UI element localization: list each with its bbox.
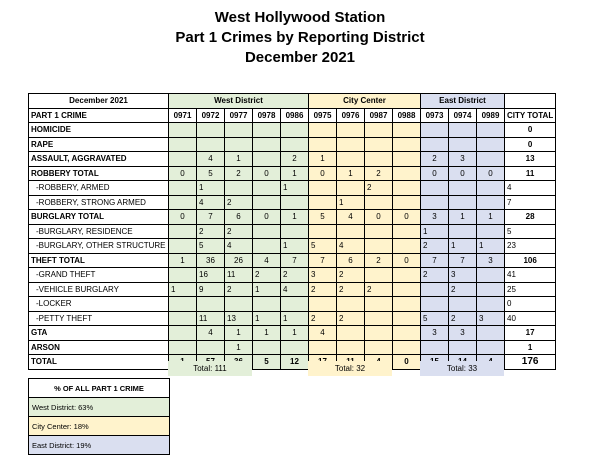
table-cell: 0 — [169, 166, 197, 181]
table-cell — [421, 123, 449, 138]
table-cell — [477, 224, 505, 239]
table-cell — [421, 297, 449, 312]
city-total-cell: 28 — [505, 210, 556, 225]
table-cell — [337, 123, 365, 138]
table-cell — [337, 224, 365, 239]
table-cell — [281, 340, 309, 355]
table-cell — [477, 340, 505, 355]
crime-label: -PETTY THEFT — [29, 311, 169, 326]
table-cell — [309, 195, 337, 210]
table-cell: 2 — [281, 152, 309, 167]
table-cell: 1 — [169, 282, 197, 297]
table-cell — [309, 297, 337, 312]
table-cell — [309, 181, 337, 196]
table-cell: 1 — [169, 253, 197, 268]
table-cell: 1 — [477, 210, 505, 225]
table-cell: 1 — [281, 239, 309, 254]
part1-crime-header: PART 1 CRIME — [29, 108, 169, 123]
table-cell — [393, 268, 421, 283]
district-header: 0972 — [197, 108, 225, 123]
district-header: 0974 — [449, 108, 477, 123]
district-header-row — [29, 108, 556, 123]
city-total-cell: 7 — [505, 195, 556, 210]
district-header: 0977 — [225, 108, 253, 123]
table-cell: 2 — [281, 268, 309, 283]
table-cell — [169, 181, 197, 196]
table-cell — [169, 268, 197, 283]
city-total-cell: 40 — [505, 311, 556, 326]
percent-center: City Center: 18% — [29, 417, 170, 436]
table-cell: 1 — [337, 195, 365, 210]
crime-label: TOTAL — [29, 355, 169, 370]
table-cell: 2 — [421, 152, 449, 167]
table-cell: 16 — [197, 268, 225, 283]
table-cell: 11 — [197, 311, 225, 326]
table-cell — [197, 340, 225, 355]
table-cell: 5 — [253, 355, 281, 370]
table-cell — [477, 152, 505, 167]
city-total-cell: 41 — [505, 268, 556, 283]
table-cell — [365, 137, 393, 152]
table-cell: 0 — [393, 210, 421, 225]
city-total-cell: 0 — [505, 123, 556, 138]
table-cell — [225, 181, 253, 196]
table-cell: 3 — [309, 268, 337, 283]
table-cell — [393, 152, 421, 167]
table-cell: 3 — [449, 152, 477, 167]
table-cell: 1 — [197, 181, 225, 196]
table-cell: 1 — [337, 166, 365, 181]
table-cell — [365, 311, 393, 326]
city-total-cell: 1 — [505, 340, 556, 355]
table-cell: 1 — [421, 224, 449, 239]
table-cell — [393, 239, 421, 254]
table-cell — [169, 311, 197, 326]
city-total-header: CITY TOTAL — [505, 108, 556, 123]
district-header: 0978 — [253, 108, 281, 123]
table-cell: 1 — [253, 311, 281, 326]
table-cell: 0 — [253, 166, 281, 181]
district-header: 0976 — [337, 108, 365, 123]
table-cell: 1 — [281, 166, 309, 181]
crime-label: ASSAULT, AGGRAVATED — [29, 152, 169, 167]
table-cell — [365, 224, 393, 239]
table-cell — [393, 326, 421, 341]
city-total-cell: 17 — [505, 326, 556, 341]
crime-label: -LOCKER — [29, 297, 169, 312]
table-cell — [309, 137, 337, 152]
table-cell: 0 — [421, 166, 449, 181]
crime-label: RAPE — [29, 137, 169, 152]
table-cell — [197, 123, 225, 138]
table-cell — [393, 195, 421, 210]
table-cell — [281, 297, 309, 312]
table-row — [29, 326, 556, 341]
table-cell — [281, 137, 309, 152]
table-row — [29, 282, 556, 297]
table-cell: 0 — [477, 166, 505, 181]
table-cell — [365, 326, 393, 341]
city-total-cell: 13 — [505, 152, 556, 167]
table-cell: 2 — [225, 282, 253, 297]
table-cell: 1 — [477, 239, 505, 254]
table-cell: 6 — [337, 253, 365, 268]
table-cell: 1 — [225, 340, 253, 355]
table-cell — [309, 123, 337, 138]
table-cell — [169, 340, 197, 355]
table-cell: 2 — [337, 268, 365, 283]
table-cell — [197, 137, 225, 152]
table-row — [29, 253, 556, 268]
table-cell — [365, 152, 393, 167]
table-cell — [253, 123, 281, 138]
table-cell — [169, 239, 197, 254]
table-cell: 4 — [197, 152, 225, 167]
table-cell — [365, 297, 393, 312]
percent-east: East District: 19% — [29, 436, 170, 455]
table-cell — [337, 297, 365, 312]
crime-label: ARSON — [29, 340, 169, 355]
table-cell — [281, 195, 309, 210]
table-cell — [337, 181, 365, 196]
table-cell — [449, 224, 477, 239]
table-cell: 1 — [281, 311, 309, 326]
table-cell: 0 — [169, 210, 197, 225]
table-cell: 4 — [337, 210, 365, 225]
table-cell — [449, 137, 477, 152]
table-cell — [197, 297, 225, 312]
table-cell: 2 — [337, 311, 365, 326]
title-line-2: Part 1 Crimes by Reporting District — [175, 29, 425, 46]
table-cell: 1 — [309, 152, 337, 167]
table-cell — [393, 224, 421, 239]
city-total-cell: 5 — [505, 224, 556, 239]
district-header: 0989 — [477, 108, 505, 123]
table-cell: 5 — [197, 239, 225, 254]
table-cell — [365, 340, 393, 355]
table-cell — [337, 340, 365, 355]
city-total-cell: 4 — [505, 181, 556, 196]
crime-label: THEFT TOTAL — [29, 253, 169, 268]
table-cell: 1 — [225, 152, 253, 167]
percent-table — [28, 378, 170, 455]
table-cell — [225, 297, 253, 312]
table-cell — [281, 224, 309, 239]
city-total-cell: 11 — [505, 166, 556, 181]
table-cell — [169, 137, 197, 152]
table-row — [29, 340, 556, 355]
group-east: East District — [421, 94, 505, 109]
table-cell: 0 — [393, 355, 421, 370]
table-cell — [477, 123, 505, 138]
table-row — [29, 224, 556, 239]
table-cell: 3 — [477, 253, 505, 268]
title-line-3: December 2021 — [244, 49, 356, 66]
table-cell — [393, 297, 421, 312]
table-cell — [337, 152, 365, 167]
table-cell: 12 — [281, 355, 309, 370]
table-cell: 0 — [449, 166, 477, 181]
table-cell: 1 — [253, 282, 281, 297]
table-cell — [169, 123, 197, 138]
crime-label: -BURGLARY, OTHER STRUCTURE — [29, 239, 169, 254]
table-cell: 4 — [225, 239, 253, 254]
table-cell: 26 — [225, 253, 253, 268]
table-cell: 3 — [449, 326, 477, 341]
table-cell: 2 — [365, 166, 393, 181]
table-cell — [225, 137, 253, 152]
table-cell — [253, 239, 281, 254]
table-cell — [253, 181, 281, 196]
table-cell: 3 — [449, 268, 477, 283]
table-cell: 2 — [225, 195, 253, 210]
table-cell: 0 — [365, 210, 393, 225]
title-line-1: West Hollywood Station — [214, 9, 386, 26]
table-cell — [169, 297, 197, 312]
table-cell: 2 — [225, 224, 253, 239]
center-total-box: Total: 32 — [308, 361, 392, 376]
table-cell: 7 — [421, 253, 449, 268]
table-cell: 5 — [421, 311, 449, 326]
table-row — [29, 239, 556, 254]
table-cell — [365, 195, 393, 210]
table-cell — [477, 268, 505, 283]
table-cell: 4 — [281, 282, 309, 297]
crimes-table — [28, 93, 556, 370]
table-row — [29, 268, 556, 283]
table-cell: 2 — [309, 311, 337, 326]
district-header: 0986 — [281, 108, 309, 123]
crime-label: BURGLARY TOTAL — [29, 210, 169, 225]
table-cell — [393, 123, 421, 138]
table-cell — [421, 137, 449, 152]
table-cell — [449, 195, 477, 210]
crime-label: -ROBBERY, ARMED — [29, 181, 169, 196]
crime-label: HOMICIDE — [29, 123, 169, 138]
district-header: 0988 — [393, 108, 421, 123]
table-cell: 2 — [449, 311, 477, 326]
table-cell — [421, 340, 449, 355]
table-cell — [365, 268, 393, 283]
table-row — [29, 137, 556, 152]
city-total-cell: 0 — [505, 137, 556, 152]
blank-header — [505, 94, 556, 109]
table-cell — [253, 340, 281, 355]
table-cell: 4 — [253, 253, 281, 268]
table-row — [29, 166, 556, 181]
table-row — [29, 123, 556, 138]
table-cell: 4 — [197, 326, 225, 341]
table-cell: 2 — [337, 282, 365, 297]
district-header: 0975 — [309, 108, 337, 123]
district-header: 0987 — [365, 108, 393, 123]
city-total-cell: 0 — [505, 297, 556, 312]
city-total-cell: 23 — [505, 239, 556, 254]
table-cell: 1 — [449, 210, 477, 225]
table-cell — [393, 181, 421, 196]
table-cell — [393, 166, 421, 181]
table-cell: 7 — [197, 210, 225, 225]
table-cell: 2 — [253, 268, 281, 283]
table-cell — [337, 326, 365, 341]
table-cell: 9 — [197, 282, 225, 297]
crime-label: GTA — [29, 326, 169, 341]
city-total-cell: 106 — [505, 253, 556, 268]
table-cell: 0 — [253, 210, 281, 225]
table-row — [29, 195, 556, 210]
crime-label: -GRAND THEFT — [29, 268, 169, 283]
table-cell — [253, 137, 281, 152]
month-header: December 2021 — [29, 94, 169, 109]
group-center: City Center — [309, 94, 421, 109]
table-cell: 2 — [365, 181, 393, 196]
table-cell: 6 — [225, 210, 253, 225]
table-cell — [421, 181, 449, 196]
table-cell: 2 — [225, 166, 253, 181]
table-cell: 7 — [309, 253, 337, 268]
table-cell: 5 — [309, 210, 337, 225]
table-cell: 4 — [309, 326, 337, 341]
crime-label: ROBBERY TOTAL — [29, 166, 169, 181]
table-cell: 2 — [365, 253, 393, 268]
table-cell: 3 — [421, 210, 449, 225]
table-row — [29, 181, 556, 196]
table-cell: 36 — [197, 253, 225, 268]
table-cell — [225, 123, 253, 138]
table-cell — [365, 123, 393, 138]
city-total-cell: 25 — [505, 282, 556, 297]
table-cell: 7 — [449, 253, 477, 268]
table-cell: 0 — [309, 166, 337, 181]
table-cell: 2 — [421, 239, 449, 254]
table-cell — [253, 224, 281, 239]
table-cell — [477, 137, 505, 152]
district-header: 0971 — [169, 108, 197, 123]
table-cell — [337, 137, 365, 152]
table-cell: 5 — [197, 166, 225, 181]
table-cell — [477, 297, 505, 312]
table-cell: 1 — [281, 326, 309, 341]
table-cell — [169, 195, 197, 210]
table-cell — [169, 152, 197, 167]
table-cell — [449, 181, 477, 196]
table-cell — [253, 195, 281, 210]
crime-label: -BURGLARY, RESIDENCE — [29, 224, 169, 239]
table-cell — [393, 137, 421, 152]
table-cell: 1 — [253, 326, 281, 341]
percent-header: % OF ALL PART 1 CRIME — [29, 379, 170, 398]
table-cell — [477, 326, 505, 341]
table-cell — [477, 181, 505, 196]
table-cell — [393, 340, 421, 355]
table-cell: 2 — [421, 268, 449, 283]
table-cell — [393, 282, 421, 297]
district-header: 0973 — [421, 108, 449, 123]
table-cell: 2 — [365, 282, 393, 297]
table-cell: 2 — [309, 282, 337, 297]
table-cell — [393, 311, 421, 326]
table-cell — [449, 297, 477, 312]
table-cell — [477, 282, 505, 297]
table-cell: 1 — [449, 239, 477, 254]
table-cell — [309, 340, 337, 355]
table-cell: 4 — [197, 195, 225, 210]
percent-west: West District: 63% — [29, 398, 170, 417]
table-cell — [449, 340, 477, 355]
table-cell — [421, 282, 449, 297]
west-total-box: Total: 111 — [168, 361, 252, 376]
table-cell — [449, 123, 477, 138]
table-cell: 5 — [309, 239, 337, 254]
group-west: West District — [169, 94, 309, 109]
table-cell: 1 — [225, 326, 253, 341]
table-row — [29, 311, 556, 326]
table-cell: 3 — [477, 311, 505, 326]
table-cell — [309, 224, 337, 239]
table-cell — [365, 239, 393, 254]
table-cell — [169, 224, 197, 239]
table-row — [29, 152, 556, 167]
table-cell: 2 — [197, 224, 225, 239]
city-total-cell: 176 — [505, 355, 556, 370]
table-cell: 3 — [421, 326, 449, 341]
table-cell: 11 — [225, 268, 253, 283]
table-cell: 1 — [281, 181, 309, 196]
crime-label: -VEHICLE BURGLARY — [29, 282, 169, 297]
crime-label: -ROBBERY, STRONG ARMED — [29, 195, 169, 210]
table-row — [29, 297, 556, 312]
group-header-row — [29, 94, 556, 109]
table-row — [29, 210, 556, 225]
table-cell — [253, 152, 281, 167]
table-cell: 4 — [337, 239, 365, 254]
table-cell: 7 — [281, 253, 309, 268]
east-total-box: Total: 33 — [420, 361, 504, 376]
table-cell — [253, 297, 281, 312]
table-cell — [477, 195, 505, 210]
table-cell: 0 — [393, 253, 421, 268]
table-cell — [421, 195, 449, 210]
table-cell: 13 — [225, 311, 253, 326]
table-cell — [281, 123, 309, 138]
table-cell — [169, 326, 197, 341]
table-cell: 2 — [449, 282, 477, 297]
table-cell: 1 — [281, 210, 309, 225]
